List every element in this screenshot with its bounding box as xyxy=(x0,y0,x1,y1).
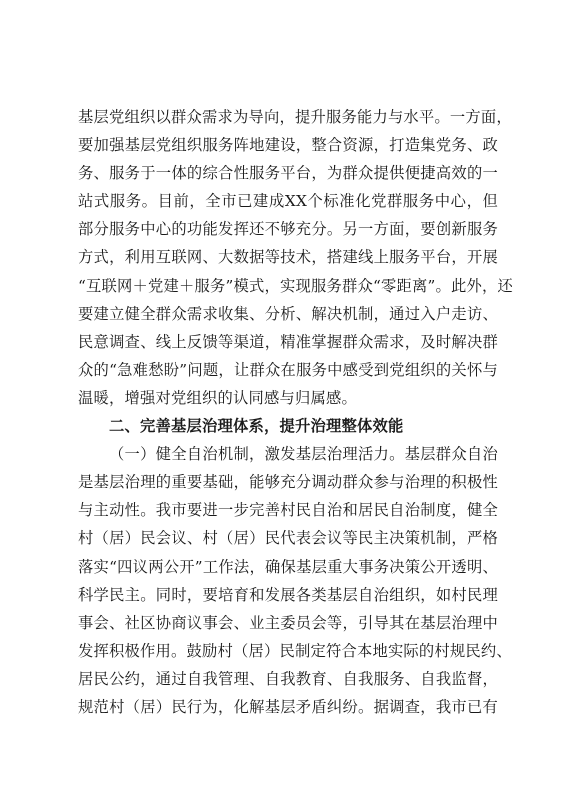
paragraph-line: 科学民主。同时，要培育和发展各类基层自治组织，如村民理 xyxy=(78,585,498,604)
paragraph-line: 事会、社区协商议事会、业主委员会等，引导其在基层治理中 xyxy=(78,613,498,632)
paragraph-line: 规范村（居）民行为，化解基层矛盾纠纷。据调查，我市已有 xyxy=(78,697,498,716)
paragraph-line: 温暖，增强对党组织的认同感与归属感。 xyxy=(78,388,357,407)
paragraph-line: 发挥积极作用。鼓励村（居）民制定符合本地实际的村规民约、 xyxy=(78,641,512,660)
paragraph-line: 与主动性。我市要进一步完善村民自治和居民自治制度，健全 xyxy=(78,501,498,520)
paragraph-line: 站式服务。目前，全市已建成XX个标准化党群服务中心，但 xyxy=(78,192,498,211)
paragraph-line: （一）健全自治机制，激发基层治理活力。基层群众自治 xyxy=(109,445,498,464)
paragraph-line: 要加强基层党组织服务阵地建设，整合资源，打造集党务、政 xyxy=(78,136,498,155)
paragraph-line: 是基层治理的重要基础，能够充分调动群众参与治理的积极性 xyxy=(78,473,498,492)
paragraph-line: 部分服务中心的功能发挥还不够充分。另一方面，要创新服务 xyxy=(78,220,498,239)
section-heading: 二、完善基层治理体系，提升治理整体效能 xyxy=(109,417,404,436)
paragraph-line: 基层党组织以群众需求为导向，提升服务能力与水平。一方面， xyxy=(78,108,512,126)
paragraph-line: 落实“四议两公开”工作法，确保基层重大事务决策公开透明、 xyxy=(78,557,498,576)
paragraph-line: 村（居）民会议、村（居）民代表会议等民主决策机制，严格 xyxy=(78,529,498,548)
paragraph-line: 民意调查、线上反馈等渠道，精准掌握群众需求，及时解决群 xyxy=(78,332,498,351)
body-text xyxy=(78,103,514,721)
paragraph-line: 要建立健全群众需求收集、分析、解决机制，通过入户走访、 xyxy=(78,304,498,323)
paragraph-line: 方式，利用互联网、大数据等技术，搭建线上服务平台，开展 xyxy=(78,248,498,267)
paragraph-line: 居民公约，通过自我管理、自我教育、自我服务、自我监督， xyxy=(78,669,498,688)
paragraph-line: 务、服务于一体的综合性服务平台，为群众提供便捷高效的一 xyxy=(78,164,498,183)
paragraph-line: “互联网＋党建＋服务”模式，实现服务群众“零距离”。此外，还 xyxy=(78,276,514,295)
paragraph-line: 众的“急难愁盼”问题，让群众在服务中感受到党组织的关怀与 xyxy=(78,360,498,379)
